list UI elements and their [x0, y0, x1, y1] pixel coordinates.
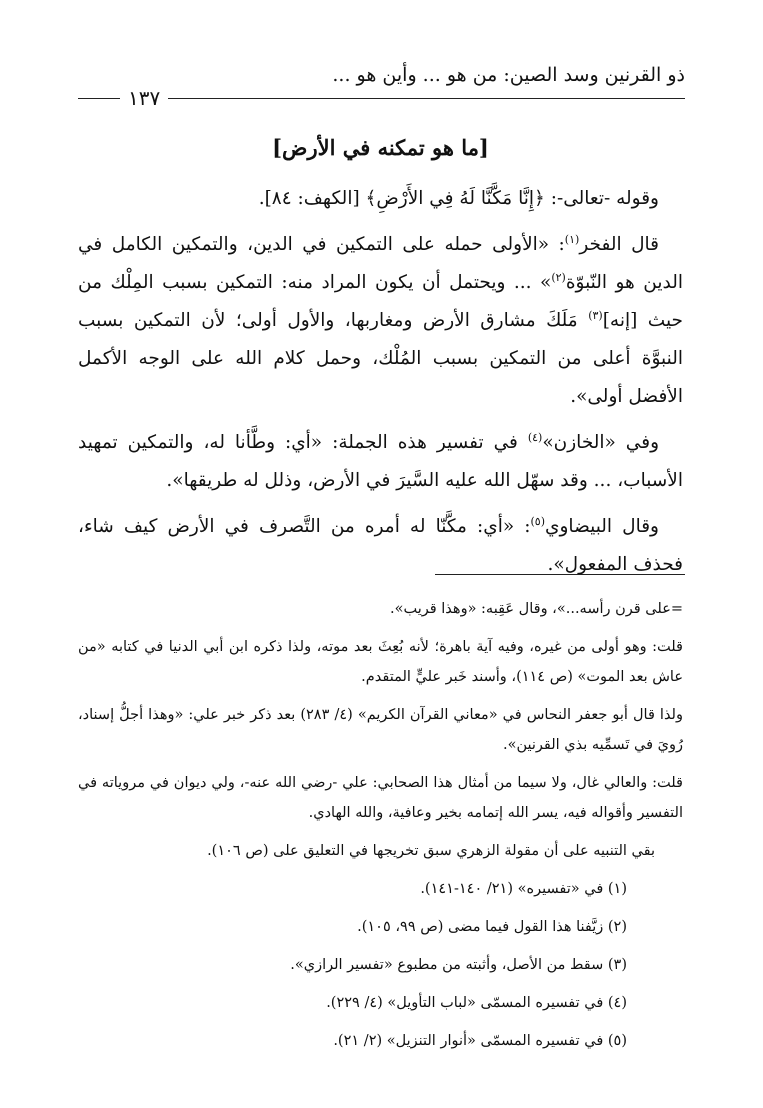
footnote-list: [78, 874, 683, 1056]
text-run: في تفسير هذه الجملة: «أي: وطَّأنا له، والتمكين تمهيد الأسباب، ... وقد سهّل الله عليه السَّيرَ في الأرض، وذلل له طريقها».: [78, 432, 683, 491]
page-number: ١٣٧: [120, 84, 168, 112]
paragraph-quran-verse: [78, 180, 683, 218]
text-run: » ... ويحتمل أن يكون المراد منه: التمكين بسبب المِلْك من حيث [إنه]: [78, 272, 683, 331]
footnote-ref[interactable]: (٣): [588, 308, 603, 322]
section-title: [ما هو تمكنه في الأرض]: [272, 135, 489, 160]
footnote-item: (١) في «تفسيره» (٢١/ ١٤٠-١٤١).: [420, 881, 627, 897]
footnote-ref[interactable]: (٥): [530, 514, 546, 528]
verse-text: وقوله -تعالى-: ﴿إِنَّا مَكَّنَّا لَهُ فِي الأَرْضِ﴾ [الكهف: ٨٤].: [258, 188, 659, 209]
footnote-ref[interactable]: (٤): [527, 430, 543, 444]
paragraph-baydawi: [78, 508, 683, 584]
note-paragraph: قلت: وهو أولى من غيره، وفيه آية باهرة؛ لأنه بُعِثَ بعد موته، ولذا ذكره ابن أبي الدنيا في كتابه «من عاش بعد الموت» (ص ١١٤)، وأسند خَبر عليٍّ المتقدم.: [78, 639, 683, 685]
note-continuation: =على قرن رأسه...»، وقال عَقِبه: «وهذا قريب».: [389, 601, 683, 617]
note-paragraph: بقي التنبيه على أن مقولة الزهري سبق تخريجها في التعليق على (ص ١٠٦).: [207, 843, 655, 859]
footnote-item: (٥) في تفسيره المسمّى «أنوار التنزيل» (٢/ ٢١).: [333, 1033, 627, 1049]
note-paragraph: ولذا قال أبو جعفر النحاس في «معاني القرآن الكريم» (٤/ ٢٨٣) بعد ذكر خبر علي: «وهذا أجلُّ إسناد، رُويَ في تَسمِّيه بذي القرنين».: [78, 707, 683, 753]
text-run: وفي «الخازن»: [542, 432, 660, 453]
note-paragraph: قلت: والعالي غال، ولا سيما من أمثال هذا الصحابي: علي -رضي الله عنه-، ولي ديوان في مروياته في التفسير وأقواله فيه، يسر الله إتمامه بخير وعافية، والله الهادي.: [78, 775, 683, 821]
page-header: [78, 62, 685, 108]
text-run: : «أي: مكَّنّا له أمره من التَّصرف في الأرض كيف شاء، فحذف المفعول».: [78, 516, 683, 575]
footnotes-area: [78, 594, 683, 1064]
text-run: قال الفخر: [579, 234, 659, 255]
paragraph-khazin: [78, 424, 683, 500]
header-rule: [78, 98, 685, 99]
footnote-ref[interactable]: (١): [564, 232, 580, 246]
footnote-separator: [435, 574, 685, 575]
footnote-ref[interactable]: (٢): [551, 270, 566, 284]
paragraph-fakhr: [78, 226, 683, 416]
footnote-item: (٢) زيَّفنا هذا القول فيما مضى (ص ٩٩، ١٠٥).: [357, 919, 627, 935]
footnote-item: (٤) في تفسيره المسمّى «لباب التأويل» (٤/ ٢٢٩).: [326, 995, 627, 1011]
text-run: : «الأولى حمله على التمكين في الدين، والتمكين الكامل في الدين هو النّبوّة: [78, 234, 683, 293]
footnote-item: (٣) سقط من الأصل، وأثبته من مطبوع «تفسير الرازي».: [290, 957, 627, 973]
main-text: [78, 128, 683, 592]
running-title: ذو القرنين وسد الصين: من هو ... وأين هو ...: [332, 64, 685, 86]
text-run: مَلَكَ مشارق الأرض ومغاربها، والأول أولى؛ لأن التمكين بسبب النبوَّة أعلى من التمكين بسبب المُلْك، وحمل كلام الله على الوجه الأكمل الأفضل أولى».: [78, 310, 683, 407]
text-run: وقال البيضاوي: [545, 516, 659, 537]
